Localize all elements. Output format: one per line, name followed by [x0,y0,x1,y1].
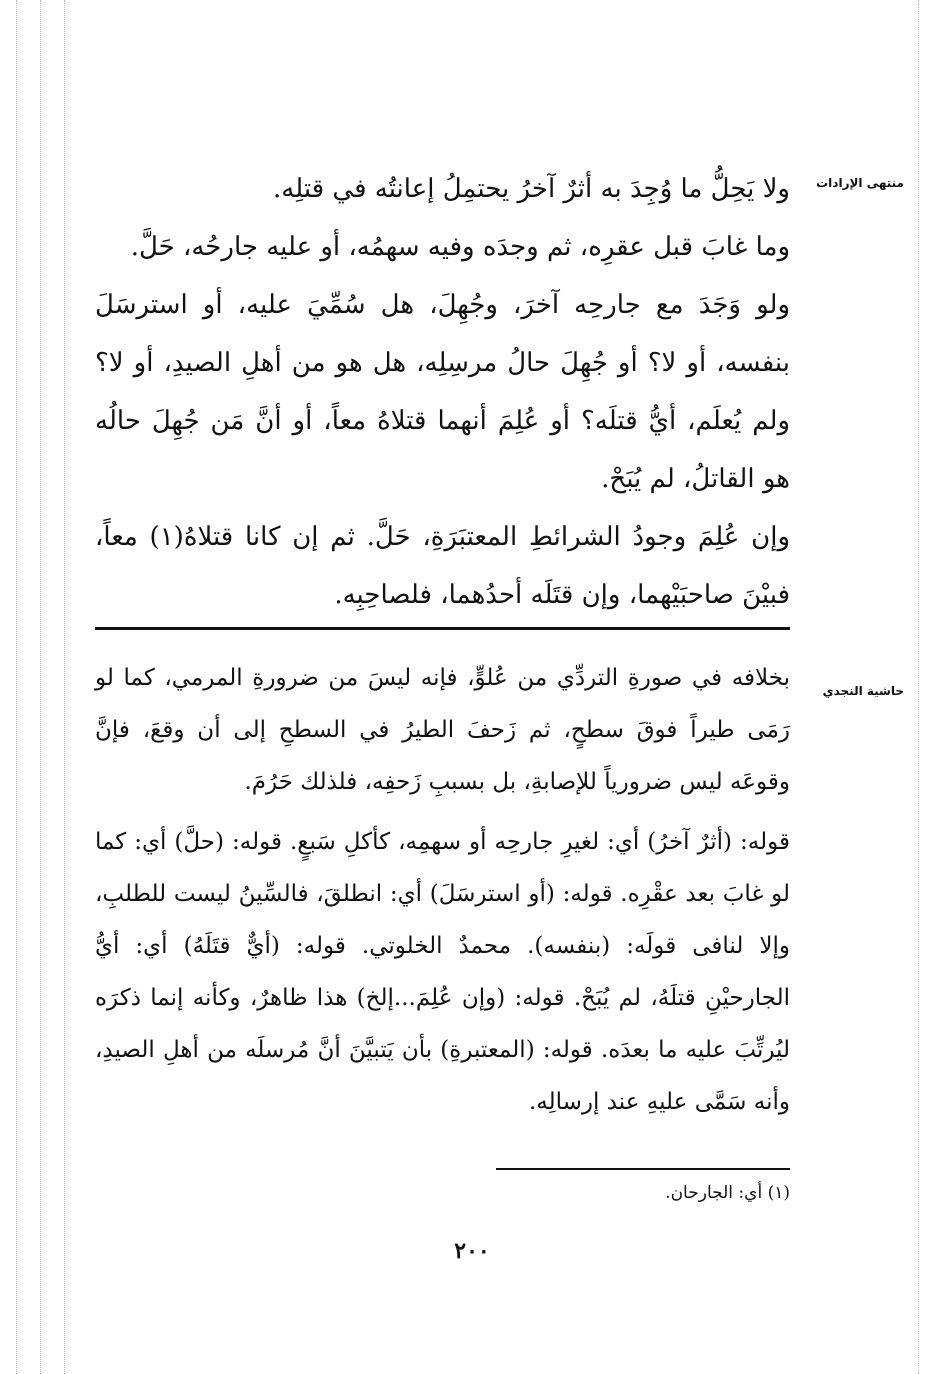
main-paragraph-2: وما غابَ قبل عقرِه، ثم وجدَه وفيه سهمُه، أو عليه جارحُه، حَلَّ. [130,232,790,262]
commentary [95,652,790,1128]
commentary-paragraph-1: بخلافه في صورةِ التردِّي من عُلوٍّ، فإنه ليسَ من ضرورةِ المرمي، كما لو رَمَى طيراً فوقَ سطحٍ، ثم زَحفَ الطيرُ في السطحِ إلى أن وقعَ، فإنَّ وقوعَه ليس ضرورياً للإصابةِ، بل بسببِ زَحفِه، فلذلك حَرُمَ. [95,665,790,795]
main-paragraph-1: ولا يَحِلُّ ما وُجِدَ به أثرٌ آخرُ يحتمِلُ إعانتُه في قتلِه. [273,174,790,204]
page-number: ٢٠٠ [454,1238,490,1264]
side-label-main-text: منتهى الإرادات [816,176,904,190]
section-divider [95,627,790,630]
scan-line-2 [40,0,41,1374]
commentary-paragraph-2: قوله: (أثرٌ آخرُ) أي: لغيرِ جارحِه أو سهمِه، كأكلِ سَبعٍ. قوله: (حلَّ) أي: كما لو غابَ بعد عقْرِه. قوله: (أو استرسَلَ) أي: انطلقَ، فالسِّينُ ليست للطلبِ، وإلا لنافى قولَه: (بنفسه). محمدٌ الخلوتي. قوله: (أيٌّ قتَلَهُ) أي: أيُّ الجارحيْنِ قتلَهُ، لم يُبَحْ. قوله: (وإن عُلِمَ...إلخ) هذا ظاهرٌ، وكأنه إنما ذكرَه ليُرتِّبَ عليه ما بعدَه. قوله: (المعتبرةِ) بأن يَتبيَّنَ أنَّ مُرسلَه من أهلِ الصيدِ، وأنه سَمَّى عليهِ عند إرسالِه. [95,829,790,1115]
footnote-divider [496,1168,790,1170]
main-paragraph-3: ولو وَجَدَ مع جارحِه آخرَ، وجُهِلَ، هل سُمِّيَ عليه، أو استرسَلَ بنفسه، أو لا؟ أو جُهِلَ حالُ مرسِلِه، هل هو من أهلِ الصيدِ، أو لا؟ ولم يُعلَم، أيُّ قتلَه؟ أو عُلِمَ أنهما قتلاهُ معاً، أو أنَّ مَن جُهِلَ حالُه هو القاتلُ، لم يُبَحْ. [95,290,790,494]
side-label-commentary: حاشية النجدي [822,684,904,698]
main-text [95,160,790,624]
main-paragraph-4: وإن عُلِمَ وجودُ الشرائطِ المعتبَرَةِ، حَلَّ. ثم إن كانا قتلاهُ(١) معاً، فبيْنَ صاحبَيْهما، وإن قتَلَه أحدُهما، فلصاحِبِه. [95,522,790,610]
scan-line-4 [918,0,919,1374]
scan-line-1 [16,0,17,1374]
footnote: (١) أي: الجارحان. [665,1183,790,1203]
scan-line-3 [64,0,65,1374]
